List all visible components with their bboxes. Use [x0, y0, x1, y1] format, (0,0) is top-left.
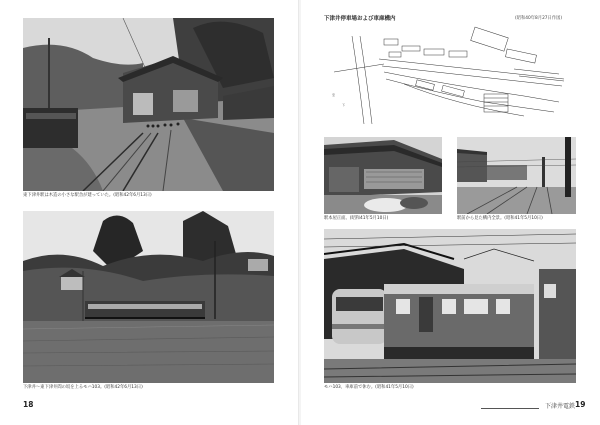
yard-view-photo-caption: 駅前から見た構内全景。(昭和41年5月10日) — [457, 216, 543, 221]
left-page — [0, 0, 299, 425]
depot-trams-photo — [324, 229, 576, 383]
right-page-number: 19 — [575, 400, 586, 409]
sketch-date: (昭和40年8月27日作図) — [515, 16, 563, 21]
depot-trams-photo-caption: モハ103、車庫前で休む。(昭和41年5月10日) — [324, 385, 414, 390]
right-page — [301, 0, 600, 425]
hillside-train-photo-caption: 下津井〜東下津井間の坂を上るモハ103。(昭和42年6月13日) — [23, 385, 143, 390]
svg-text:下: 下 — [342, 103, 346, 107]
yard-sketch-map — [324, 24, 577, 126]
hillside-train-photo — [23, 211, 274, 383]
station-photo — [23, 18, 274, 191]
station-photo-caption: 東下津井駅は木造の小さな駅舎が建っていた。(昭和42年6月13日) — [23, 193, 152, 198]
running-title-rule — [481, 408, 539, 409]
svg-text:至: 至 — [332, 93, 336, 97]
running-title: 下津井電鉄 — [545, 403, 576, 410]
station-building-photo-caption: 駅本屋正面。(昭和41年5月10日) — [324, 216, 389, 221]
yard-view-photo — [457, 137, 576, 214]
left-page-number: 18 — [23, 400, 34, 409]
sketch-title: 下津井停車場および車庫構内 — [324, 16, 396, 22]
station-building-photo — [324, 137, 442, 214]
